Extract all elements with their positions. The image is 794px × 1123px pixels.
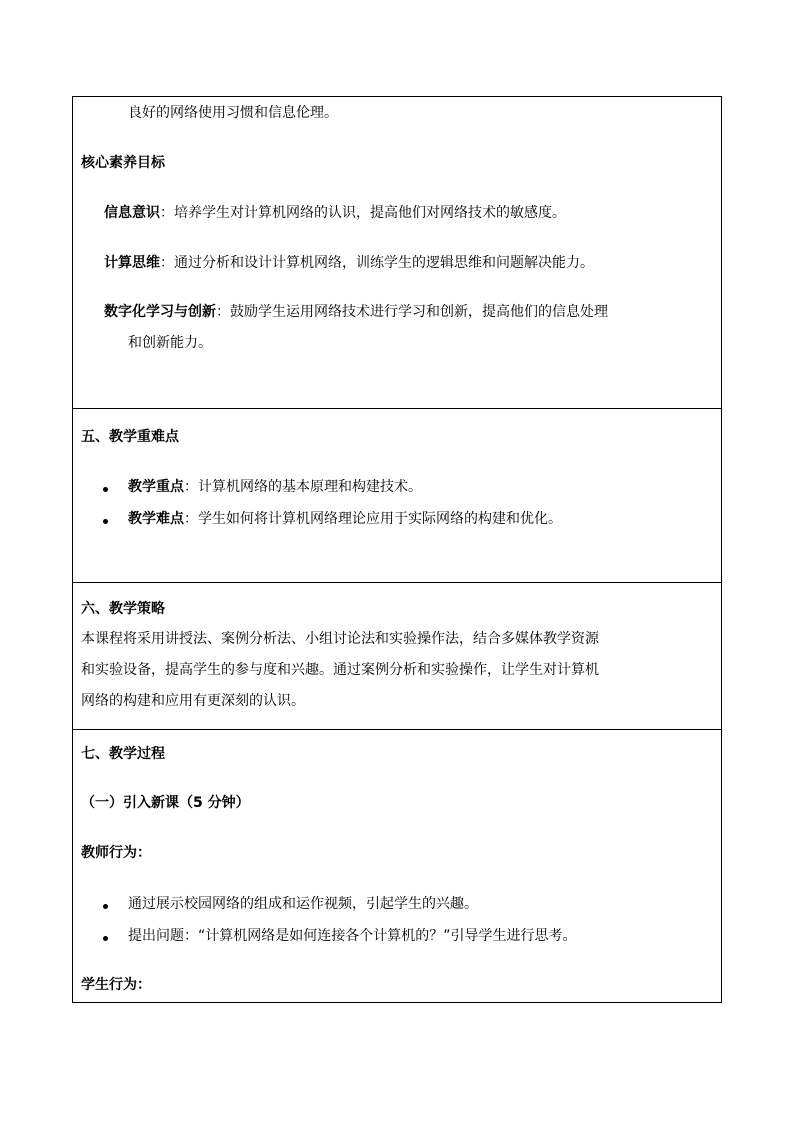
goal-label: 数字化学习与创新 [104,304,216,320]
goal-item-computational-thinking: 计算思维：通过分析和设计计算机网络，训练学生的逻辑思维和问题解决能力。 [104,255,594,271]
student-behavior-heading: 学生行为： [81,977,151,993]
strategy-heading: 六、教学策略 [81,601,165,617]
goal-item-digital-learning: 数字化学习与创新：鼓励学生运用网络技术进行学习和创新，提高他们的信息处理 [104,304,608,320]
key-point-item: 教学重点：计算机网络的基本原理和构建技术。 [128,479,422,495]
strategy-line: 和实验设备，提高学生的参与度和兴趣。通过案例分析和实验操作，让学生对计算机 [81,662,599,678]
goal-label: 信息意识 [104,205,160,221]
goal-text: 培养学生对计算机网络的认识，提高他们对网络技术的敏感度。 [174,205,566,221]
core-literacy-heading: 核心素养目标 [81,155,165,171]
teacher-item: 通过展示校园网络的组成和运作视频，引起学生的兴趣。 [128,896,478,912]
goal-item-digital-learning-continuation: 和创新能力。 [128,335,212,351]
continuation-text: 良好的网络使用习惯和信息伦理。 [128,105,338,121]
bullet-icon [103,519,108,524]
intro-subheading: （一）引入新课（5 分钟） [81,795,250,811]
strategy-cell [73,583,721,730]
goal-text: 鼓励学生运用网络技术进行学习和创新，提高他们的信息处理 [230,304,608,320]
teacher-item: 提出问题：“计算机网络是如何连接各个计算机的？”引导学生进行思考。 [128,928,577,944]
key-points-heading: 五、教学重难点 [81,429,179,445]
goal-label: 计算思维 [104,255,160,271]
goal-item-information-awareness: 信息意识：培养学生对计算机网络的认识，提高他们对网络技术的敏感度。 [104,205,566,221]
strategy-line: 本课程将采用讲授法、案例分析法、小组讨论法和实验操作法，结合多媒体教学资源 [81,631,599,647]
difficult-point-item: 教学难点：学生如何将计算机网络理论应用于实际网络的构建和优化。 [128,511,562,527]
teacher-behavior-heading: 教师行为： [81,845,151,861]
bullet-icon [103,487,108,492]
process-cell [73,730,721,1002]
strategy-line: 网络的构建和应用有更深刻的认识。 [81,693,305,709]
lesson-plan-table [72,96,722,1003]
goal-text: 通过分析和设计计算机网络，训练学生的逻辑思维和问题解决能力。 [174,255,594,271]
process-heading: 七、教学过程 [81,746,165,762]
goals-cell [73,97,721,409]
key-points-cell [73,409,721,583]
bullet-icon [103,904,108,909]
bullet-icon [103,936,108,941]
